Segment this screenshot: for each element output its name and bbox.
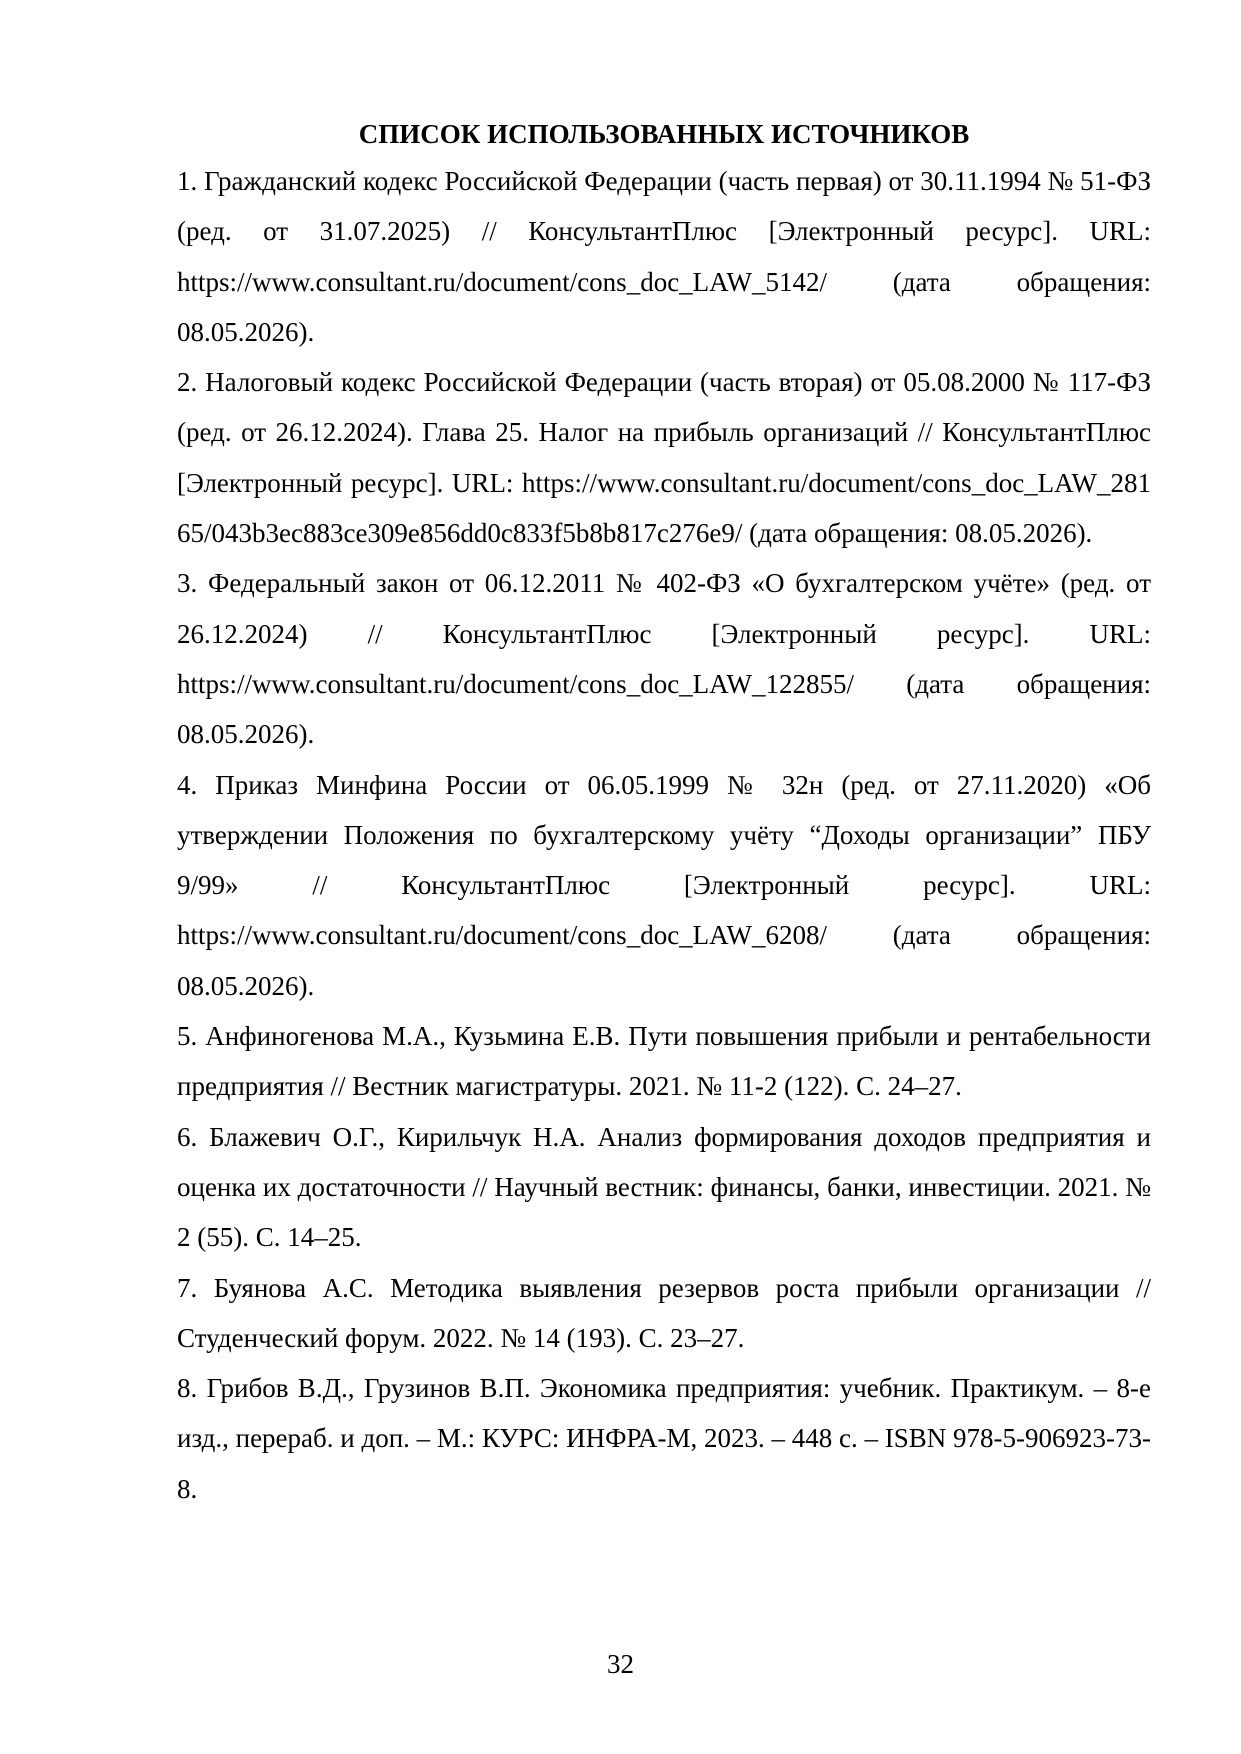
page-title: СПИСОК ИСПОЛЬЗОВАННЫХ ИСТОЧНИКОВ: [358, 119, 970, 149]
source-item-2-access-date: (дата обращения: 08.05.2026).: [742, 518, 1093, 549]
source-list: [177, 156, 1151, 1514]
source-item-8: 8. Грибов В.Д., Грузинов В.П. Экономика предприятия: учебник. Практикум. – 8-е изд., перераб. и доп. – М.: КУРС: ИНФРА-М, 2023. – 448 с. – ISBN 978-5-906923-73-8.: [177, 1373, 1151, 1504]
source-item-2-text: 2. Налоговый кодекс Российской Федерации (часть вторая) от 05.08.2000 № 117-ФЗ (ред. от 26.12.2024). Глава 25. Налог на прибыль организаций // КонсультантПлюс [Электронный ресурс]. URL:: [177, 367, 1151, 498]
document-page: [177, 114, 1151, 1514]
source-item-2: [177, 357, 1151, 558]
source-item-3: 3. Федеральный закон от 06.12.2011 № 402-ФЗ «О бухгалтерском учёте» (ред. от 26.12.2024) // КонсультантПлюс [Электронный ресурс]. URL: https://www.consultant.ru/document/cons_doc_LAW_122855/ (дата обращения: 08.05.2026).: [177, 568, 1151, 750]
source-item-4: 4. Приказ Минфина России от 06.05.1999 № 32н (ред. от 27.11.2020) «Об утверждении Положения по бухгалтерскому учёту “Доходы организации” ПБУ 9/99» // КонсультантПлюс [Электронный ресурс]. URL: https://www.consultant.ru/document/cons_doc_LAW_6208/ (дата обращения: 08.05.2026).: [177, 769, 1151, 1001]
source-item-7: 7. Буянова А.С. Методика выявления резервов роста прибыли организации // Студенческий форум. 2022. № 14 (193). С. 23–27.: [177, 1272, 1151, 1353]
source-item-6: 6. Блажевич О.Г., Кирильчук Н.А. Анализ формирования доходов предприятия и оценка их достаточности // Научный вестник: финансы, банки, инвестиции. 2021. № 2 (55). С. 14–25.: [177, 1121, 1151, 1253]
source-item-2-url: https://www.consultant.ru/document/cons_doc_LAW_28165/043b3ec883ce309e856dd0c833f5b8b817c276e9/: [177, 467, 1151, 549]
source-item-5: 5. Анфиногенова М.А., Кузьмина Е.В. Пути повышения прибыли и рентабельности предприятия // Вестник магистратуры. 2021. № 11-2 (122). С. 24–27.: [177, 1021, 1151, 1102]
source-item-1: 1. Гражданский кодекс Российской Федерации (часть первая) от 30.11.1994 № 51-ФЗ (ред. от 31.07.2025) // КонсультантПлюс [Электронный ресурс]. URL: https://www.consultant.ru/document/cons_doc_LAW_5142/ (дата обращения: 08.05.2026).: [177, 166, 1151, 347]
page-number: 32: [607, 1649, 634, 1679]
